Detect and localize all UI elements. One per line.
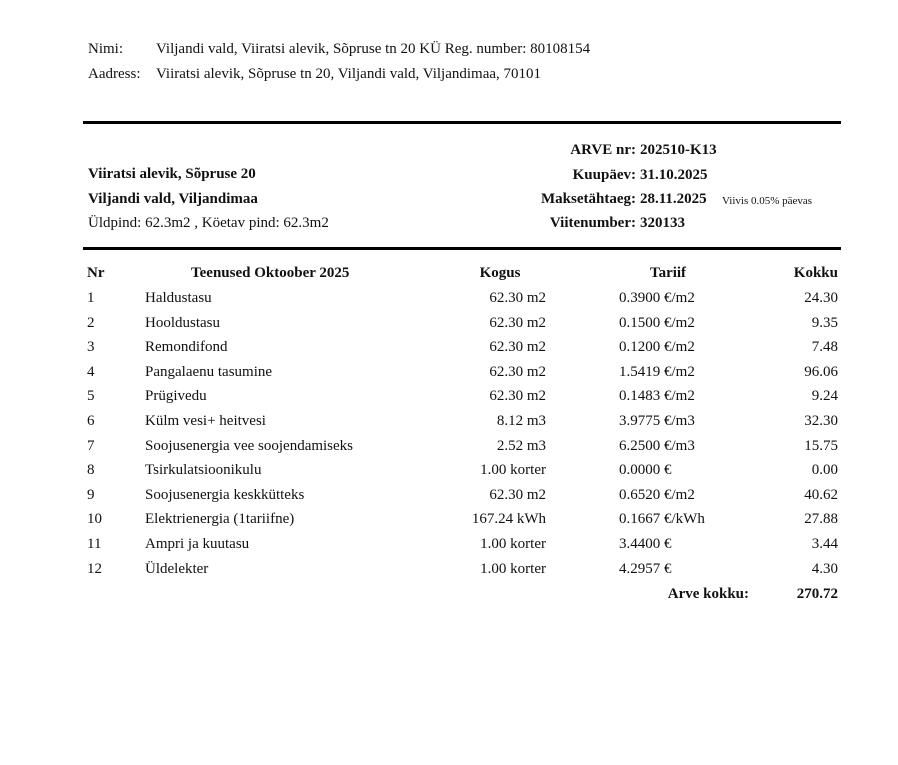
cell-tariff: 6.2500 €/m3 <box>619 437 695 454</box>
cell-total: 0.00 <box>811 462 838 479</box>
header-total: Kokku <box>793 265 838 281</box>
cell-nr: 3 <box>87 339 95 356</box>
address-value: Viiratsi alevik, Sõpruse tn 20, Viljandi vald, Viljandimaa, 70101 <box>156 66 542 82</box>
cell-nr: 11 <box>87 536 102 552</box>
table-row <box>0 438 898 462</box>
cell-quantity: 62.30 m2 <box>489 388 546 405</box>
cell-total: 24.30 <box>804 290 838 306</box>
cell-total: 9.24 <box>811 388 838 405</box>
cell-tariff: 0.1483 €/m2 <box>619 388 695 405</box>
header-quantity: Kogus <box>479 265 521 281</box>
cell-service: Pangalaenu tasumine <box>145 363 273 380</box>
cell-nr: 1 <box>87 290 95 306</box>
table-row <box>0 315 898 339</box>
table-row <box>0 364 898 388</box>
cell-tariff: 0.1500 €/m2 <box>619 314 695 331</box>
address-label: Aadress: <box>88 66 141 82</box>
cell-quantity: 1.00 korter <box>480 536 546 552</box>
table-row <box>0 413 898 437</box>
cell-nr: 8 <box>87 462 95 479</box>
due-date: 28.11.2025 <box>640 191 707 207</box>
middle-rule <box>83 247 841 250</box>
table-row <box>0 487 898 511</box>
recipient-line1: Viiratsi alevik, Sõpruse 20 <box>88 166 256 182</box>
invoice-date-label: Kuupäev: <box>572 167 636 183</box>
reference-label: Viitenumber: <box>549 215 636 231</box>
cell-total: 4.30 <box>811 560 838 577</box>
cell-total: 7.48 <box>811 339 838 356</box>
cell-quantity: 167.24 kWh <box>471 511 546 528</box>
cell-service: Tsirkulatsioonikulu <box>145 462 262 479</box>
cell-service: Soojusenergia vee soojendamiseks <box>145 437 354 454</box>
cell-tariff: 3.9775 €/m3 <box>619 413 695 429</box>
cell-quantity: 2.52 m3 <box>496 437 546 454</box>
cell-quantity: 62.30 m2 <box>489 314 546 331</box>
grand-total-row <box>0 586 898 610</box>
cell-nr: 12 <box>87 560 102 577</box>
name-label: Nimi: <box>88 41 124 57</box>
cell-quantity: 8.12 m3 <box>496 413 546 429</box>
cell-total: 9.35 <box>811 314 838 331</box>
table-header <box>0 265 898 289</box>
table-row <box>0 561 898 585</box>
cell-quantity: 62.30 m2 <box>489 339 546 356</box>
top-rule <box>83 121 841 124</box>
cell-service: Haldustasu <box>145 290 212 306</box>
name-value: Viljandi vald, Viiratsi alevik, Sõpruse tn 20 KÜ Reg. number: 80108154 <box>156 41 591 57</box>
cell-service: Prügivedu <box>145 388 207 405</box>
cell-total: 15.75 <box>804 437 838 454</box>
recipient-line3: Üldpind: 62.3m2 , Köetav pind: 62.3m2 <box>88 215 329 231</box>
table-row <box>0 339 898 363</box>
table-row <box>0 388 898 412</box>
grand-total-label: Arve kokku: <box>667 586 749 602</box>
cell-total: 32.30 <box>804 413 838 429</box>
cell-service: Elektrienergia (1tariifne) <box>145 511 295 528</box>
cell-total: 27.88 <box>804 511 838 528</box>
cell-service: Remondifond <box>145 339 228 356</box>
cell-nr: 7 <box>87 437 95 454</box>
cell-nr: 5 <box>87 388 95 405</box>
cell-tariff: 0.1200 €/m2 <box>619 339 695 356</box>
cell-tariff: 0.0000 € <box>619 462 672 479</box>
table-row <box>0 290 898 314</box>
cell-nr: 4 <box>87 363 95 380</box>
due-date-label: Maksetähtaeg: <box>541 191 636 207</box>
cell-total: 40.62 <box>804 486 838 503</box>
reference-number: 320133 <box>640 215 685 231</box>
cell-tariff: 0.6520 €/m2 <box>619 486 695 503</box>
table-row <box>0 462 898 486</box>
cell-tariff: 4.2957 € <box>619 560 672 577</box>
invoice-number: 202510-K13 <box>640 142 717 158</box>
cell-service: Üldelekter <box>145 560 209 577</box>
cell-tariff: 0.3900 €/m2 <box>619 290 695 306</box>
cell-service: Soojusenergia keskkütteks <box>145 486 305 503</box>
cell-quantity: 62.30 m2 <box>489 290 546 306</box>
cell-service: Hooldustasu <box>145 314 220 331</box>
cell-total: 3.44 <box>811 536 838 552</box>
header-nr: Nr <box>87 265 105 281</box>
cell-tariff: 1.5419 €/m2 <box>619 363 695 380</box>
cell-tariff: 3.4400 € <box>619 536 672 552</box>
table-row <box>0 511 898 535</box>
cell-service: Külm vesi+ heitvesi <box>145 413 266 429</box>
header-service: Teenused Oktoober 2025 <box>191 265 350 281</box>
invoice-date: 31.10.2025 <box>640 167 708 183</box>
cell-quantity: 62.30 m2 <box>489 486 546 503</box>
cell-quantity: 1.00 korter <box>480 462 546 479</box>
invoice-number-label: ARVE nr: <box>570 142 636 158</box>
table-row <box>0 536 898 560</box>
cell-service: Ampri ja kuutasu <box>145 536 250 552</box>
due-date-note: Viivis 0.05% päevas <box>722 195 813 207</box>
cell-nr: 10 <box>87 511 102 528</box>
cell-quantity: 62.30 m2 <box>489 363 546 380</box>
cell-nr: 9 <box>87 486 95 503</box>
grand-total-value: 270.72 <box>796 586 838 602</box>
recipient-line2: Viljandi vald, Viljandimaa <box>88 191 258 207</box>
cell-nr: 6 <box>87 413 95 429</box>
cell-nr: 2 <box>87 314 95 331</box>
cell-total: 96.06 <box>804 363 838 380</box>
cell-tariff: 0.1667 €/kWh <box>619 511 705 528</box>
header-tariff: Tariif <box>649 265 687 281</box>
cell-quantity: 1.00 korter <box>480 560 546 577</box>
